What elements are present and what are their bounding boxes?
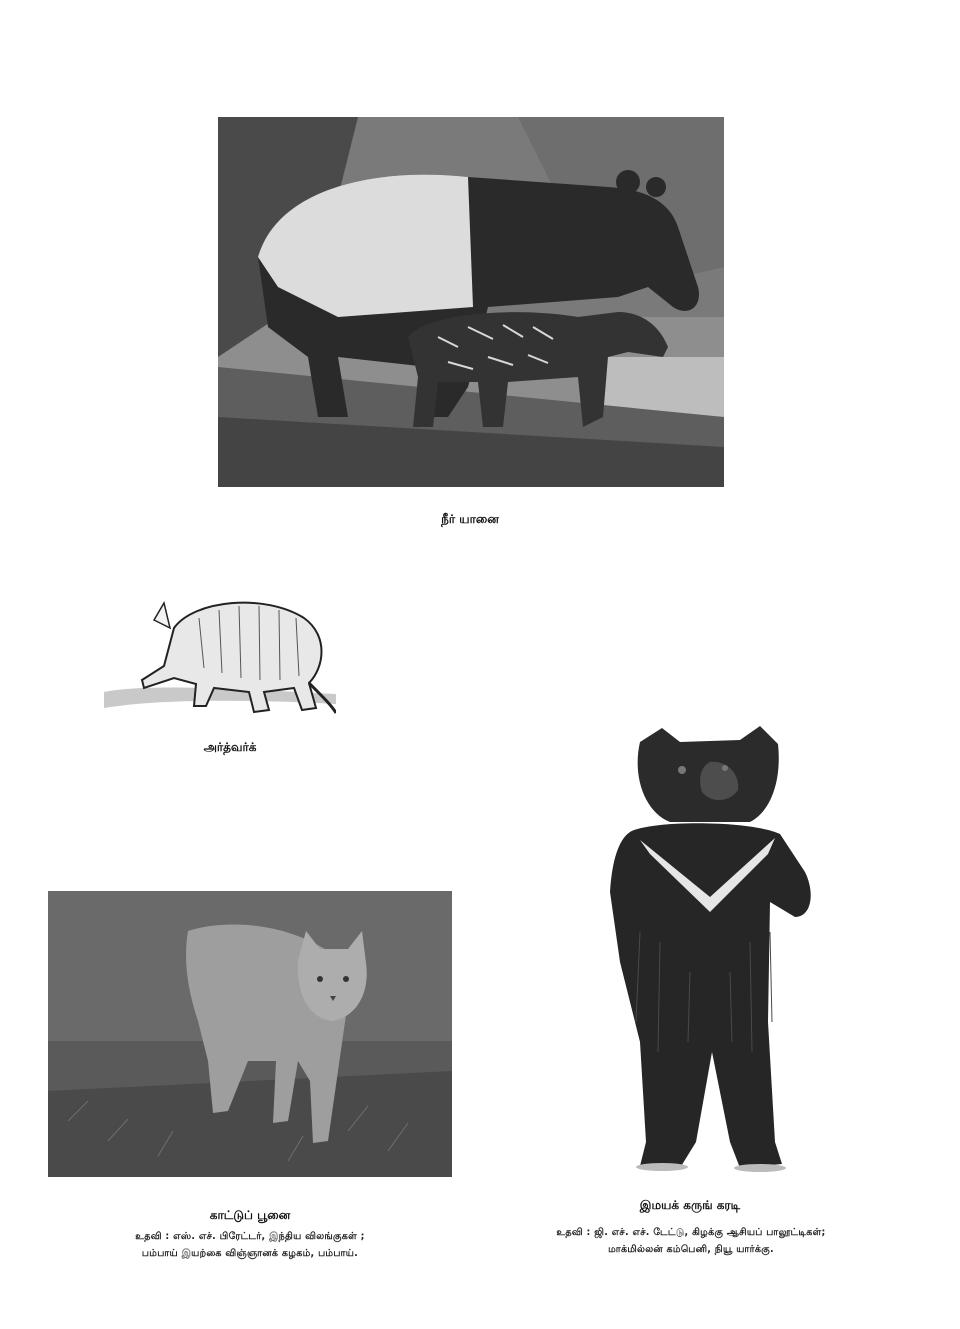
aardvark-image bbox=[104, 588, 336, 724]
jungle-cat-caption: காட்டுப் பூனை bbox=[209, 1208, 291, 1222]
aardvark-caption: அர்த்வர்க் bbox=[203, 740, 257, 754]
himalayan-bear-caption: இமயக் கருங் கரடி bbox=[639, 1198, 741, 1212]
jungle-cat-credit-line-1: உதவி : எஸ். எச். பிரேட்டர், இந்திய விலங்குகள் ; bbox=[135, 1231, 365, 1242]
jungle-cat-image bbox=[48, 891, 452, 1177]
himalayan-bear-credit-line-1: உதவி : ஜி. எச். எச். டேட்டு, கிழக்கு ஆசியப் பாலூட்டிகள்; bbox=[556, 1227, 826, 1238]
himalayan-bear-credit-line-2: மாக்மில்லன் கம்பெனி, நியூ யார்க்கு. bbox=[608, 1244, 774, 1255]
tapir-caption: நீர் யானை bbox=[441, 512, 499, 526]
tapir-image bbox=[218, 117, 724, 487]
jungle-cat-credit-line-2: பம்பாய் இயற்கை விஞ்ஞானக் கழகம், பம்பாய். bbox=[141, 1248, 359, 1259]
himalayan-bear-image bbox=[600, 722, 822, 1172]
